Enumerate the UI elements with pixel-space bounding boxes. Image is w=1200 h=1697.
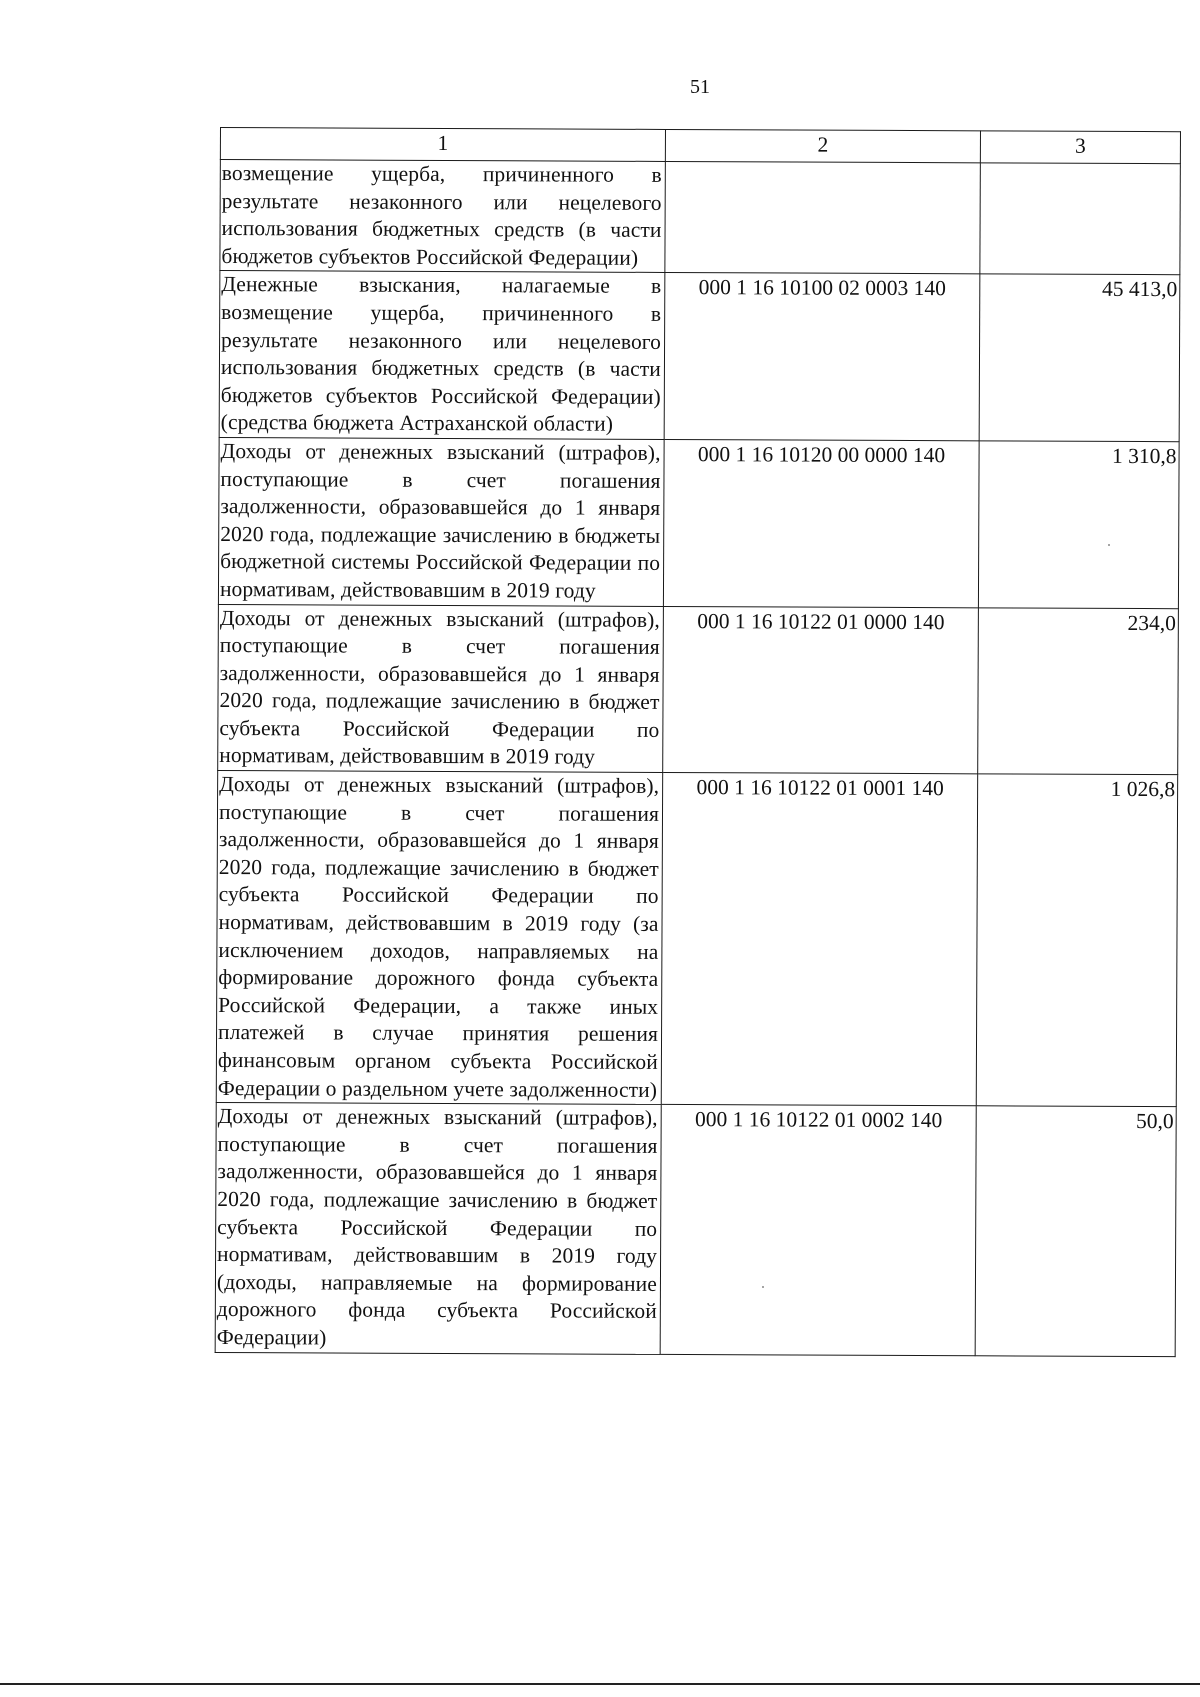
row-budget-code: 000 1 16 10120 00 0000 140 [663, 439, 979, 607]
table-row [220, 160, 1180, 276]
row-budget-code [665, 161, 980, 274]
row-budget-code: 000 1 16 10122 01 0002 140 [660, 1105, 976, 1356]
page-bottom-rule [0, 1683, 1200, 1685]
row-description: возмещение ущерба, причиненного в результате незаконного или нецелевого использования бюджетных средств (в части бюджетов субъектов Российской Федерации) [220, 160, 665, 273]
table-row [218, 604, 1179, 775]
column-header-3: 3 [980, 131, 1180, 164]
column-header-1: 1 [220, 128, 665, 162]
scan-speck [762, 1286, 764, 1288]
row-amount: 45 413,0 [979, 274, 1180, 441]
row-description: Доходы от денежных взысканий (штрафов), поступающие в счет погашения задолженности, образовавшейся до 1 января 2020 года, подлежащие зачислению в бюджет субъекта Российской Федерации по нормативам, действовавшим в 2019 году (доходы, направляемые на формирование дорожного фонда субъекта Российской Федерации) [215, 1103, 661, 1354]
row-description: Доходы от денежных взысканий (штрафов), поступающие в счет погашения задолженности, образовавшейся до 1 января 2020 года, подлежащие зачислению в бюджет субъекта Российской Федерации по нормативам, действовавшим в 2019 году [218, 604, 664, 773]
row-amount [980, 163, 1180, 275]
row-amount: 1 310,8 [978, 441, 1179, 608]
row-amount: 1 026,8 [976, 774, 1177, 1107]
table-row [215, 1103, 1176, 1357]
table-row [218, 437, 1179, 608]
row-budget-code: 000 1 16 10122 01 0000 140 [663, 606, 979, 774]
row-amount: 234,0 [978, 607, 1179, 774]
scan-speck [1108, 544, 1110, 546]
row-budget-code: 000 1 16 10100 02 0003 140 [664, 273, 980, 441]
budget-revenue-table [215, 127, 1181, 1357]
row-amount: 50,0 [975, 1106, 1176, 1356]
table-row [216, 771, 1177, 1107]
row-description: Доходы от денежных взысканий (штрафов), поступающие в счет погашения задолженности, образовавшейся до 1 января 2020 года, подлежащие зачислению в бюджет субъекта Российской Федерации по нормативам, действовавшим в 2019 году (за исключением доходов, направляемых на формирование дорожного фонда субъекта Российской Федерации, а также иных платежей в случае принятия решения финансовым органом субъекта Российской Федерации о раздельном учете задолженности) [216, 771, 662, 1105]
row-description: Доходы от денежных взысканий (штрафов), поступающие в счет погашения задолженности, образовавшейся до 1 января 2020 года, подлежащие зачислению в бюджеты бюджетной системы Российской Федерации по нормативам, действовавшим в 2019 году [218, 437, 664, 606]
row-description: Денежные взыскания, налагаемые в возмещение ущерба, причиненного в результате незаконного или нецелевого использования бюджетных средств (в части бюджетов субъектов Российской Федерации) (средства бюджета Астраханской области) [219, 271, 665, 440]
row-budget-code: 000 1 16 10122 01 0001 140 [661, 773, 977, 1106]
table-header-row [220, 128, 1180, 164]
column-header-2: 2 [665, 129, 980, 162]
page-number: 51 [690, 76, 710, 98]
table-row [219, 271, 1180, 442]
